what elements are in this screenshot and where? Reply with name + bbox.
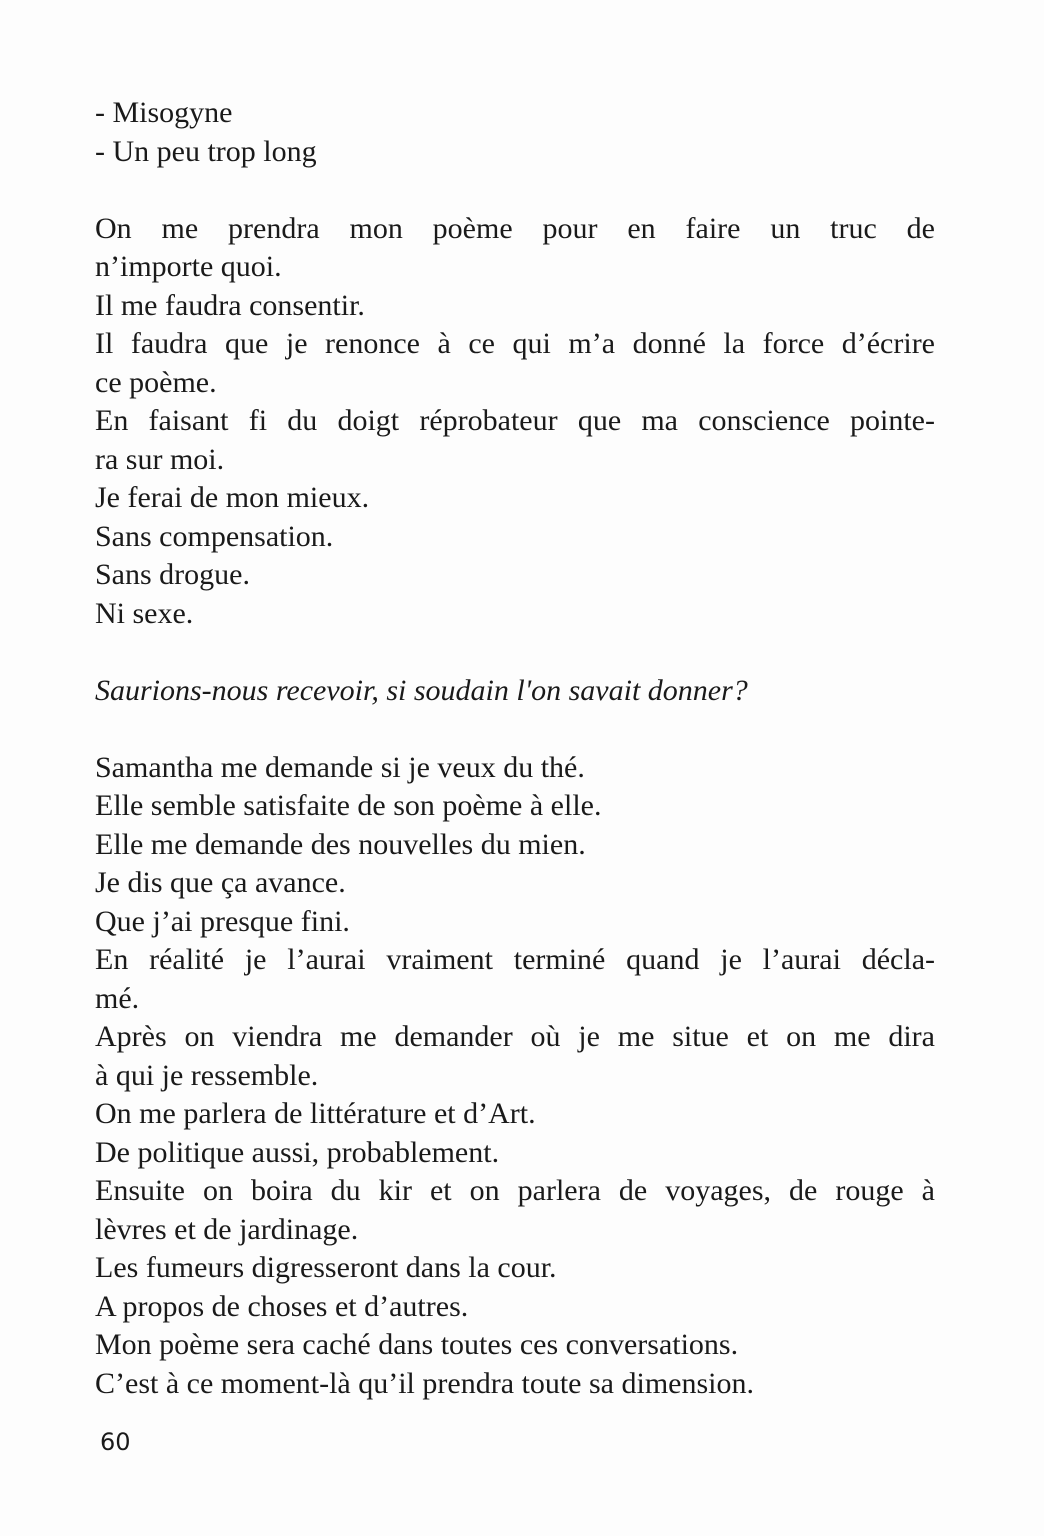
text-line: ce poème. [95,365,217,399]
text-line: Samantha me demande si je veux du thé. [95,750,585,784]
italic-question: Saurions-nous recevoir, si soudain l'on savait donner? [95,673,748,707]
stanza-gap [95,171,935,210]
text-line: Sans compensation. [95,519,334,553]
text-line: Elle me demande des nouvelles du mien. [95,827,586,861]
text-line: A propos de choses et d’autres. [95,1289,469,1323]
stanza-gap [95,710,935,749]
page-text [95,94,935,1403]
text-line: Après on viendra me demander où je me situe et on me dira [95,1020,935,1053]
text-line: ra sur moi. [95,442,225,476]
list-item-misogyne: - Misogyne [95,96,233,129]
text-line: On me prendra mon poème pour en faire un truc de [95,211,935,245]
text-line: En réalité je l’aurai vraiment terminé quand je l’aurai décla- [95,943,935,976]
text-line: Il faudra que je renonce à ce qui m’a donné la force d’écrire [95,327,935,360]
text-line: Il me faudra consentir. [95,288,365,322]
text-line: C’est à ce moment-là qu’il prendra toute sa dimension. [95,1366,754,1400]
text-line: En faisant fi du doigt réprobateur que ma conscience pointe- [95,404,935,437]
text-line: lèvres et de jardinage. [95,1212,359,1246]
text-line: On me parlera de littérature et d’Art. [95,1097,536,1130]
stanza-gap [95,633,935,672]
text-line: Je dis que ça avance. [95,866,346,899]
page-number: 60 [100,1428,131,1456]
list-section [95,94,935,171]
text-line: Ni sexe. [95,596,194,630]
text-line: n’importe quoi. [95,250,282,283]
text-line: Les fumeurs digresseront dans la cour. [95,1251,557,1284]
text-line: Ensuite on boira du kir et on parlera de voyages, de rouge à [95,1174,935,1207]
text-line: Je ferai de mon mieux. [95,481,370,514]
text-line: De politique aussi, probablement. [95,1135,500,1169]
text-line: à qui je ressemble. [95,1058,319,1092]
paragraph-samantha [95,749,935,1404]
text-line: Que j’ai presque fini. [95,904,350,938]
text-line: Mon poème sera caché dans toutes ces conversations. [95,1328,739,1361]
text-line: Elle semble satisfaite de son poème à elle. [95,789,602,822]
text-line: Sans drogue. [95,558,250,591]
list-item-trop-long: - Un peu trop long [95,134,317,168]
paragraph-renoncement [95,210,935,634]
text-line: mé. [95,981,140,1015]
